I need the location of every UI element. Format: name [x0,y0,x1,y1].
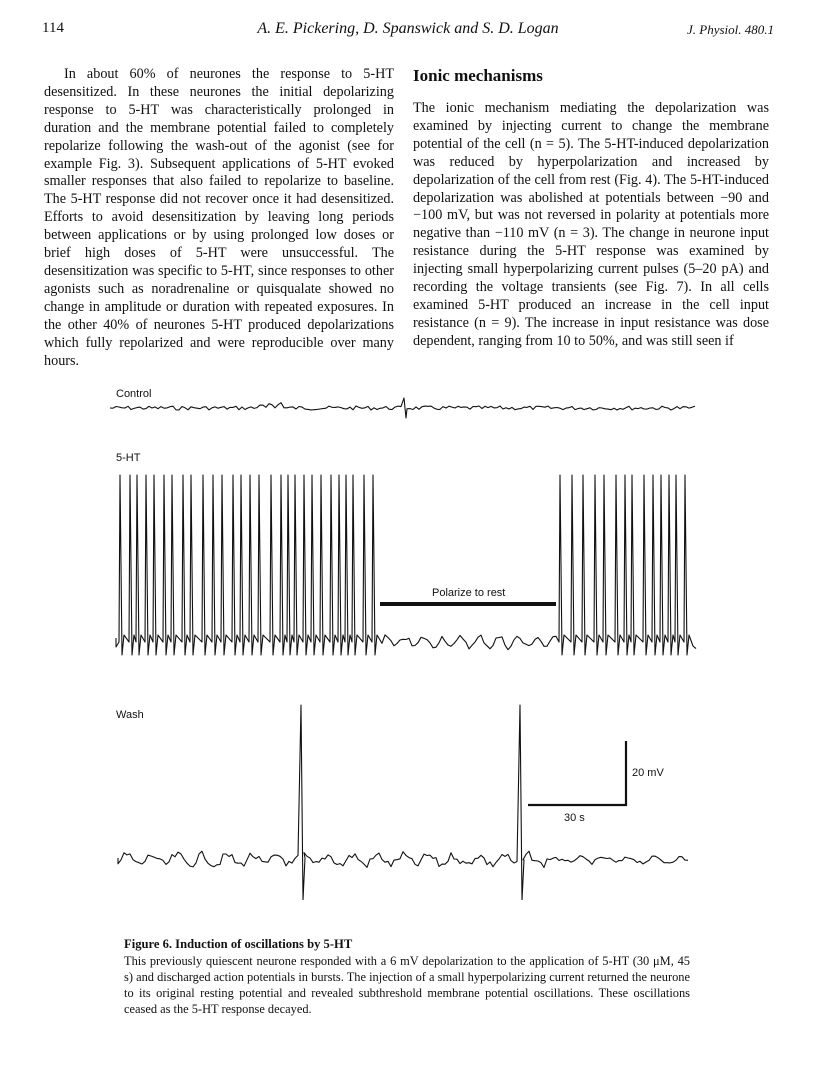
section-heading: Ionic mechanisms [413,66,543,85]
recording-traces [108,380,708,900]
body-paragraph: In about 60% of neurones the response to 5-HT desensitized. In these neurones the initial depolarizing response to 5-HT was characteristically prolonged in duration and the membrane potential failed to completely repolarize following the wash-out of the agonist (see for example Fig. 3). Subsequent applications of 5-HT evoked smaller responses that also failed to repolarize to baseline. The 5-HT response did not recover once it had desensitized. Efforts to avoid desensitization by leaving long periods between applications or by using prolonged low doses or brief high doses of 5-HT were unsuccessful. The desensitization was specific to 5-HT, since responses to other agonists such as noradrenaline or quisqualate showed no change in amplitude or duration with repeated exposures. In the other 40% of neurones 5-HT produced depolarizations which fully repolarized and were reproducible over many hours. [44,66,394,369]
control-label: Control [116,388,152,400]
wash-trace [118,705,688,900]
control-trace [110,398,695,418]
polarize-to-rest-bar [380,602,556,606]
caption-text: This previously quiescent neurone responded with a 6 mV depolarization to the application of 5-HT (30 μM, 45 s) and discharged action potentials in bursts. The injection of a small hyperpolarizing current returned the neurone to its original resting potential and revealed subthreshold membrane potential oscillations. These oscillations ceased as the 5-HT response decayed. [124,954,690,1016]
five-ht-trace [116,475,696,655]
right-column [413,66,769,351]
left-column [44,66,394,370]
scale-bar [528,741,626,805]
running-head-authors: A. E. Pickering, D. Spanswick and S. D. Logan [257,20,559,37]
wash-label: Wash [116,709,144,721]
time-scale-label: 30 s [564,812,585,824]
running-head-journal: J. Physiol. 480.1 [686,22,774,37]
figure-6 [108,380,708,900]
voltage-scale-label: 20 mV [632,767,664,779]
figure-caption [124,936,690,1017]
five-ht-label: 5-HT [116,452,141,464]
page-number: 114 [42,20,64,36]
caption-title: Figure 6. Induction of oscillations by 5-HT [124,937,353,951]
body-paragraph: The ionic mechanism mediating the depolarization was examined by injecting current to change the membrane potential of the cell (n = 5). The 5-HT-induced depolarization was reduced by hyperpolarization and increased by depolarization of the cell from rest (Fig. 4). The 5-HT-induced depolarization was abolished at potentials between −90 and −100 mV, but was not reversed in polarity at potentials more negative than −110 mV (n = 3). The change in neurone input resistance during the 5-HT response was examined by injecting small hyperpolarizing current pulses (5–20 pA) and recording the voltage transients (see Fig. 7). In all cells examined 5-HT produced an increase in the cell input resistance (n = 9). The increase in input resistance was dose dependent, ranging from 10 to 50%, and was still seen if [413,100,769,349]
polarize-label: Polarize to rest [432,587,506,599]
